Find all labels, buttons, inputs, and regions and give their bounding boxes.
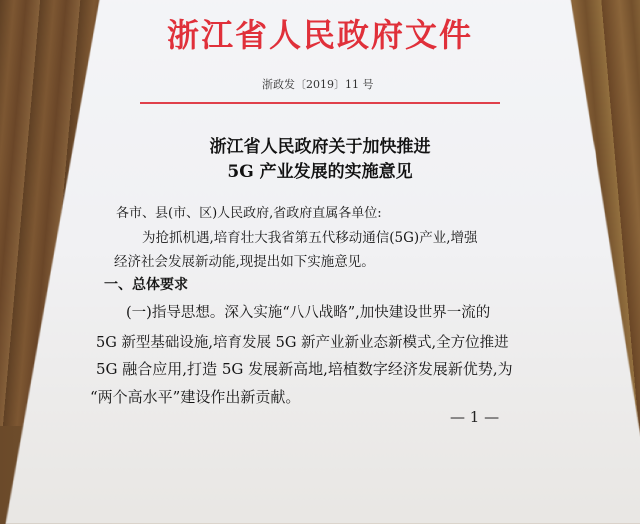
body-line: 5G 新型基础设施,培育发展 5G 新产业新业态新模式,全方位推进 [96,335,509,351]
salutation-line: 各市、县(市、区)人民政府,省政府直属各单位: [116,206,382,221]
body-line: “两个高水平”建设作出新贡献。 [90,388,301,406]
body-line: 为抢抓机遇,培育壮大我省第五代移动通信(5G)产业,增强 [142,230,478,246]
red-divider-line [140,102,500,104]
document-title-line-1: 浙江省人民政府关于加快推进 [209,137,431,157]
body-line: 经济社会发展新动能,现提出如下实施意见。 [114,254,375,270]
page-number: — 1 — [450,408,500,426]
section-heading: 一、总体要求 [104,277,188,293]
document-title-line-2: 5G 产业发展的实施意见 [227,162,413,182]
document-number: 浙政发〔2019〕11 号 [262,78,374,91]
body-line: 5G 融合应用,打造 5G 发展新高地,培植数字经济发展新优势,为 [96,360,513,378]
body-line: (一)指导思想。深入实施“八八战略”,加快建设世界一流的 [126,305,491,321]
document-header-title: 浙江省人民政府文件 [166,16,473,54]
